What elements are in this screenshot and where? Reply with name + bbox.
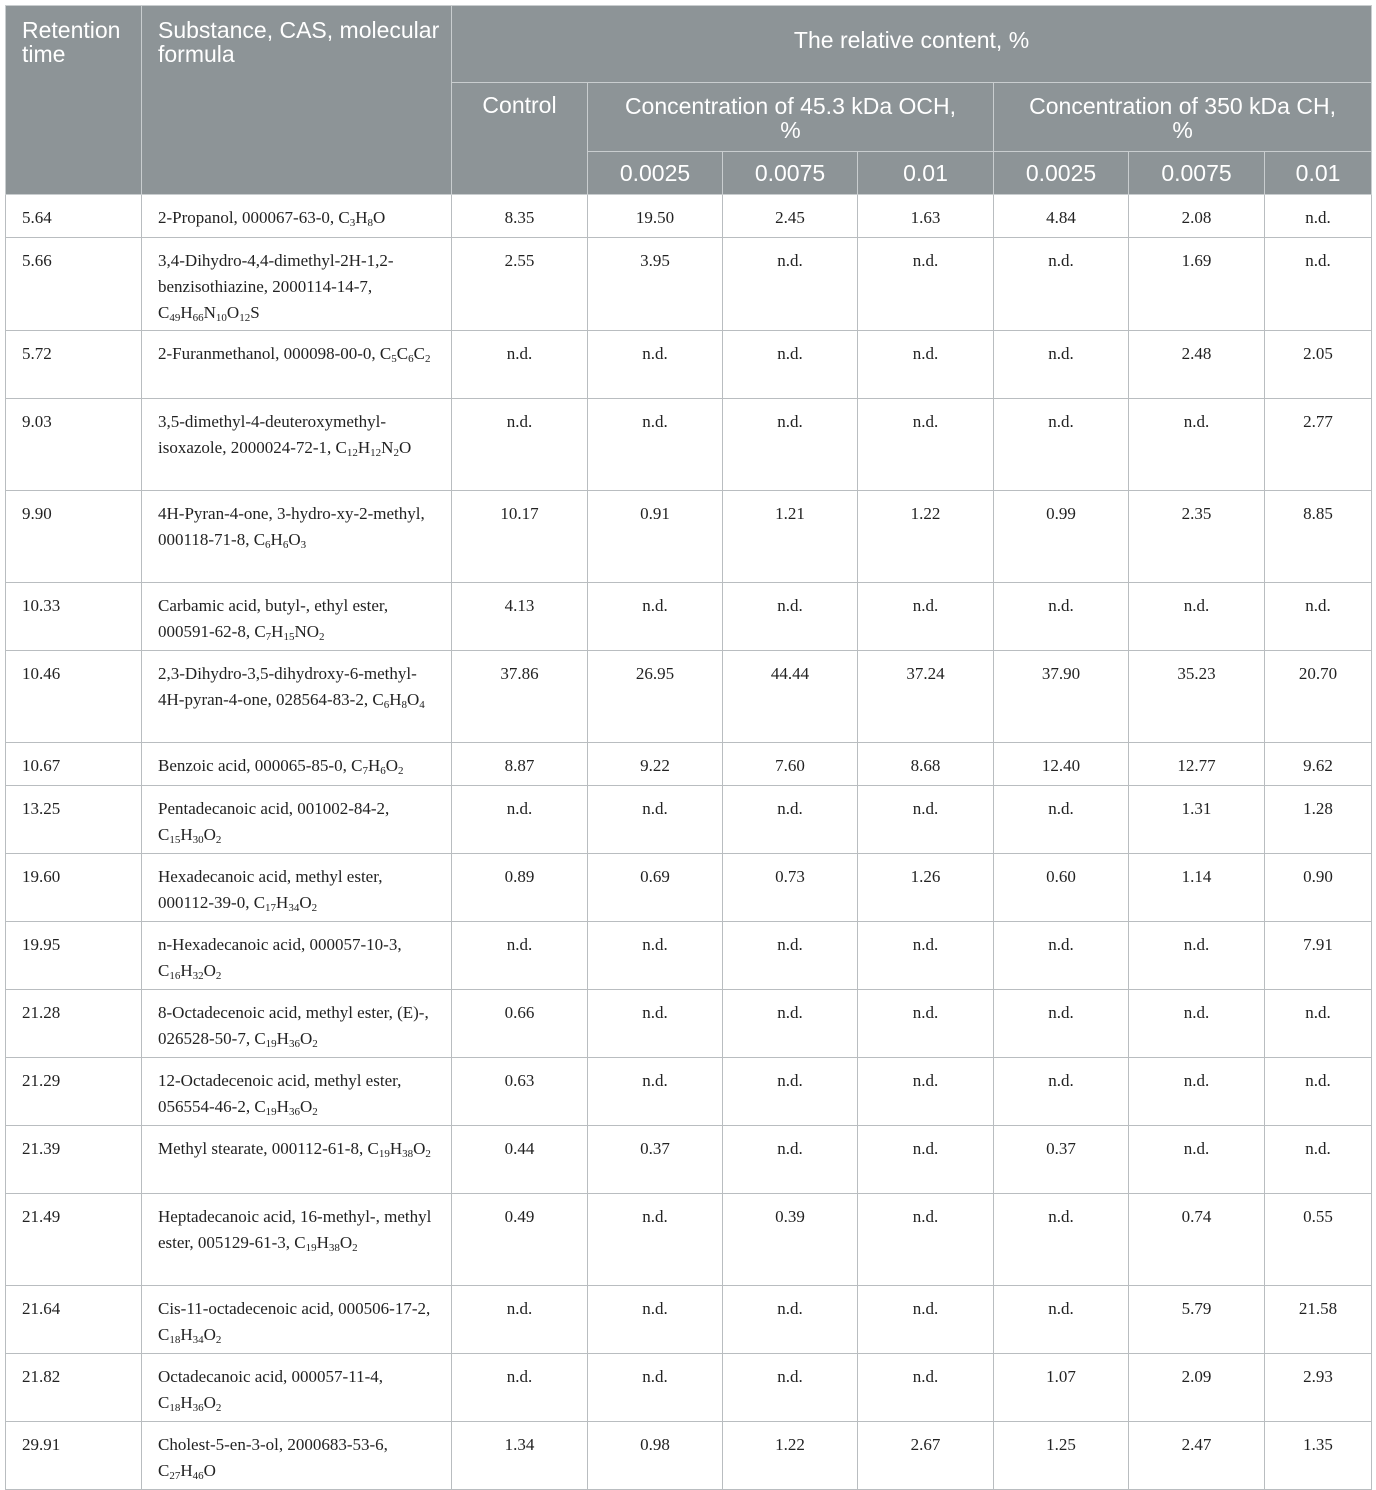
substance-cell: 4H-Pyran-4-one, 3-hydro-xy-2-methyl, 000118-71-8, $C_6H_6O_3$: [142, 491, 452, 583]
value-cell: n.d.: [994, 922, 1129, 990]
value-cell: 19.50: [588, 195, 723, 238]
retention-time-cell: 19.60: [6, 854, 142, 922]
substance-cell: Octadecanoic acid, 000057-11-4, $C_{18}H_{36}O_2$: [142, 1354, 452, 1422]
value-cell: 26.95: [588, 651, 723, 743]
value-cell: 1.22: [858, 491, 994, 583]
table-row: [6, 331, 1372, 399]
value-cell: 1.35: [1265, 1422, 1372, 1490]
data-table: [5, 5, 1372, 1490]
header-och-group: Concentration of 45.3 kDa OCH, %: [588, 83, 994, 152]
value-cell: 0.37: [588, 1126, 723, 1194]
value-cell: n.d.: [858, 1194, 994, 1286]
table-row: [6, 922, 1372, 990]
value-cell: 2.35: [1129, 491, 1265, 583]
value-cell: 1.26: [858, 854, 994, 922]
value-cell: 0.44: [452, 1126, 588, 1194]
value-cell: 2.05: [1265, 331, 1372, 399]
value-cell: n.d.: [1129, 583, 1265, 651]
table-row: [6, 399, 1372, 491]
retention-time-cell: 21.82: [6, 1354, 142, 1422]
value-cell: 8.85: [1265, 491, 1372, 583]
value-cell: n.d.: [588, 1058, 723, 1126]
value-cell: 1.28: [1265, 786, 1372, 854]
value-cell: n.d.: [858, 1286, 994, 1354]
header-control: Control: [452, 83, 588, 195]
value-cell: 0.89: [452, 854, 588, 922]
header-och-col: 0.0075: [723, 152, 858, 195]
value-cell: n.d.: [858, 786, 994, 854]
value-cell: n.d.: [588, 331, 723, 399]
value-cell: 2.48: [1129, 331, 1265, 399]
value-cell: 21.58: [1265, 1286, 1372, 1354]
header-ch-group: Concentration of 350 kDa CH, %: [994, 83, 1372, 152]
retention-time-cell: 29.91: [6, 1422, 142, 1490]
value-cell: 1.69: [1129, 238, 1265, 331]
retention-time-cell: 5.64: [6, 195, 142, 238]
value-cell: 1.14: [1129, 854, 1265, 922]
value-cell: 8.68: [858, 743, 994, 786]
value-cell: 9.62: [1265, 743, 1372, 786]
value-cell: n.d.: [588, 583, 723, 651]
table-row: [6, 1286, 1372, 1354]
retention-time-cell: 21.39: [6, 1126, 142, 1194]
value-cell: 0.49: [452, 1194, 588, 1286]
retention-time-cell: 13.25: [6, 786, 142, 854]
value-cell: 4.13: [452, 583, 588, 651]
value-cell: n.d.: [994, 786, 1129, 854]
value-cell: 0.60: [994, 854, 1129, 922]
value-cell: n.d.: [858, 1126, 994, 1194]
table-row: [6, 1126, 1372, 1194]
substance-cell: 2-Furanmethanol, 000098-00-0, $C_5C_6C_2$: [142, 331, 452, 399]
value-cell: 0.90: [1265, 854, 1372, 922]
value-cell: n.d.: [588, 1354, 723, 1422]
value-cell: 1.63: [858, 195, 994, 238]
value-cell: 35.23: [1129, 651, 1265, 743]
value-cell: n.d.: [452, 786, 588, 854]
header-ch-col: 0.01: [1265, 152, 1372, 195]
value-cell: 5.79: [1129, 1286, 1265, 1354]
value-cell: 0.69: [588, 854, 723, 922]
value-cell: 0.98: [588, 1422, 723, 1490]
substance-cell: 2,3-Dihydro-3,5-dihydroxy-6-methyl-4H-pyran-4-one, 028564-83-2, $C_6H_8O_4$: [142, 651, 452, 743]
substance-cell: 3,4-Dihydro-4,4-dimethyl-2H-1,2-benzisothiazine, 2000114-14-7, $C_{49}H_{66}N_{10}O_{12}S$: [142, 238, 452, 331]
value-cell: n.d.: [858, 922, 994, 990]
header-substance: Substance, CAS, molecular formula: [142, 6, 452, 195]
value-cell: n.d.: [452, 331, 588, 399]
value-cell: n.d.: [994, 1194, 1129, 1286]
value-cell: n.d.: [452, 1286, 588, 1354]
value-cell: 9.22: [588, 743, 723, 786]
value-cell: n.d.: [994, 990, 1129, 1058]
value-cell: n.d.: [994, 1286, 1129, 1354]
value-cell: 0.37: [994, 1126, 1129, 1194]
substance-cell: Benzoic acid, 000065-85-0, $C_7H_6O_2$: [142, 743, 452, 786]
value-cell: n.d.: [994, 238, 1129, 331]
retention-time-cell: 19.95: [6, 922, 142, 990]
value-cell: n.d.: [1265, 1058, 1372, 1126]
substance-cell: 12-Octadecenoic acid, methyl ester, 056554-46-2, $C_{19}H_{36}O_2$: [142, 1058, 452, 1126]
value-cell: n.d.: [858, 399, 994, 491]
value-cell: n.d.: [858, 1354, 994, 1422]
value-cell: n.d.: [1265, 990, 1372, 1058]
substance-cell: Heptadecanoic acid, 16-methyl-, methyl ester, 005129-61-3, $C_{19}H_{38}O_2$: [142, 1194, 452, 1286]
value-cell: n.d.: [1129, 1058, 1265, 1126]
substance-cell: Carbamic acid, butyl-, ethyl ester, 000591-62-8, $C_7H_{15}NO_2$: [142, 583, 452, 651]
value-cell: n.d.: [723, 1126, 858, 1194]
value-cell: 2.77: [1265, 399, 1372, 491]
value-cell: 7.91: [1265, 922, 1372, 990]
value-cell: n.d.: [588, 1286, 723, 1354]
table-row: [6, 1354, 1372, 1422]
value-cell: n.d.: [1129, 922, 1265, 990]
value-cell: 7.60: [723, 743, 858, 786]
value-cell: 2.08: [1129, 195, 1265, 238]
value-cell: n.d.: [858, 238, 994, 331]
table-row: [6, 238, 1372, 331]
value-cell: 2.47: [1129, 1422, 1265, 1490]
value-cell: 0.63: [452, 1058, 588, 1126]
value-cell: n.d.: [723, 990, 858, 1058]
retention-time-cell: 5.66: [6, 238, 142, 331]
retention-time-cell: 21.28: [6, 990, 142, 1058]
value-cell: 1.22: [723, 1422, 858, 1490]
value-cell: n.d.: [858, 331, 994, 399]
retention-time-cell: 10.33: [6, 583, 142, 651]
value-cell: n.d.: [723, 1286, 858, 1354]
value-cell: n.d.: [723, 786, 858, 854]
value-cell: 1.34: [452, 1422, 588, 1490]
retention-time-cell: 21.29: [6, 1058, 142, 1126]
value-cell: 20.70: [1265, 651, 1372, 743]
value-cell: 37.86: [452, 651, 588, 743]
substance-cell: 3,5-dimethyl-4-deuteroxymethyl-isoxazole, 2000024-72-1, $C_{12}H_{12}N_2O$: [142, 399, 452, 491]
value-cell: 0.74: [1129, 1194, 1265, 1286]
value-cell: n.d.: [994, 1058, 1129, 1126]
value-cell: 0.66: [452, 990, 588, 1058]
value-cell: n.d.: [994, 331, 1129, 399]
value-cell: n.d.: [723, 1058, 858, 1126]
value-cell: 12.77: [1129, 743, 1265, 786]
value-cell: n.d.: [994, 399, 1129, 491]
table-row: [6, 1058, 1372, 1126]
value-cell: n.d.: [588, 922, 723, 990]
value-cell: 8.87: [452, 743, 588, 786]
table-row: [6, 1194, 1372, 1286]
table-row: [6, 786, 1372, 854]
value-cell: n.d.: [723, 331, 858, 399]
value-cell: 2.67: [858, 1422, 994, 1490]
value-cell: 44.44: [723, 651, 858, 743]
substance-cell: 8-Octadecenoic acid, methyl ester, (E)-, 026528-50-7, $C_{19}H_{36}O_2$: [142, 990, 452, 1058]
retention-time-cell: 21.49: [6, 1194, 142, 1286]
value-cell: n.d.: [723, 1354, 858, 1422]
value-cell: n.d.: [588, 1194, 723, 1286]
header-relative-content: The relative content, %: [452, 6, 1372, 83]
value-cell: 2.55: [452, 238, 588, 331]
value-cell: 0.39: [723, 1194, 858, 1286]
value-cell: n.d.: [1265, 238, 1372, 331]
header-ch-col: 0.0025: [994, 152, 1129, 195]
retention-time-cell: 10.46: [6, 651, 142, 743]
value-cell: n.d.: [1265, 195, 1372, 238]
table-row: [6, 743, 1372, 786]
substance-cell: Pentadecanoic acid, 001002-84-2, $C_{15}H_{30}O_2$: [142, 786, 452, 854]
substance-cell: n-Hexadecanoic acid, 000057-10-3, $C_{16}H_{32}O_2$: [142, 922, 452, 990]
value-cell: 1.25: [994, 1422, 1129, 1490]
value-cell: 0.55: [1265, 1194, 1372, 1286]
value-cell: n.d.: [452, 399, 588, 491]
header-och-col: 0.01: [858, 152, 994, 195]
substance-cell: 2-Propanol, 000067-63-0, $C_3H_8O$: [142, 195, 452, 238]
value-cell: 3.95: [588, 238, 723, 331]
value-cell: n.d.: [994, 583, 1129, 651]
value-cell: 0.99: [994, 491, 1129, 583]
retention-time-cell: 9.90: [6, 491, 142, 583]
value-cell: 1.21: [723, 491, 858, 583]
value-cell: 37.90: [994, 651, 1129, 743]
value-cell: n.d.: [588, 990, 723, 1058]
table-body: [6, 195, 1372, 1490]
value-cell: 8.35: [452, 195, 588, 238]
value-cell: 4.84: [994, 195, 1129, 238]
table-row: [6, 990, 1372, 1058]
value-cell: n.d.: [723, 399, 858, 491]
table-row: [6, 1422, 1372, 1490]
value-cell: 10.17: [452, 491, 588, 583]
retention-time-cell: 21.64: [6, 1286, 142, 1354]
value-cell: n.d.: [858, 1058, 994, 1126]
value-cell: n.d.: [1129, 399, 1265, 491]
value-cell: n.d.: [452, 922, 588, 990]
value-cell: n.d.: [452, 1354, 588, 1422]
table-row: [6, 195, 1372, 238]
value-cell: n.d.: [1129, 1126, 1265, 1194]
value-cell: n.d.: [723, 922, 858, 990]
value-cell: n.d.: [1129, 990, 1265, 1058]
value-cell: 2.45: [723, 195, 858, 238]
value-cell: 1.07: [994, 1354, 1129, 1422]
header-retention-time: Retention time: [6, 6, 142, 195]
value-cell: 0.73: [723, 854, 858, 922]
value-cell: 2.93: [1265, 1354, 1372, 1422]
value-cell: 12.40: [994, 743, 1129, 786]
table-row: [6, 854, 1372, 922]
substance-cell: Methyl stearate, 000112-61-8, $C_{19}H_{38}O_2$: [142, 1126, 452, 1194]
value-cell: n.d.: [1265, 583, 1372, 651]
value-cell: n.d.: [723, 583, 858, 651]
header-ch-col: 0.0075: [1129, 152, 1265, 195]
header-och-col: 0.0025: [588, 152, 723, 195]
substance-cell: Hexadecanoic acid, methyl ester, 000112-39-0, $C_{17}H_{34}O_2$: [142, 854, 452, 922]
table-row: [6, 651, 1372, 743]
value-cell: 0.91: [588, 491, 723, 583]
retention-time-cell: 9.03: [6, 399, 142, 491]
value-cell: n.d.: [858, 583, 994, 651]
value-cell: 37.24: [858, 651, 994, 743]
value-cell: n.d.: [723, 238, 858, 331]
substance-cell: Cholest-5-en-3-ol, 2000683-53-6, $C_{27}H_{46}O$: [142, 1422, 452, 1490]
retention-time-cell: 10.67: [6, 743, 142, 786]
value-cell: n.d.: [858, 990, 994, 1058]
table-row: [6, 583, 1372, 651]
value-cell: n.d.: [1265, 1126, 1372, 1194]
value-cell: 2.09: [1129, 1354, 1265, 1422]
value-cell: n.d.: [588, 786, 723, 854]
substance-cell: Cis-11-octadecenoic acid, 000506-17-2, $C_{18}H_{34}O_2$: [142, 1286, 452, 1354]
retention-time-cell: 5.72: [6, 331, 142, 399]
value-cell: n.d.: [588, 399, 723, 491]
value-cell: 1.31: [1129, 786, 1265, 854]
table-row: [6, 491, 1372, 583]
